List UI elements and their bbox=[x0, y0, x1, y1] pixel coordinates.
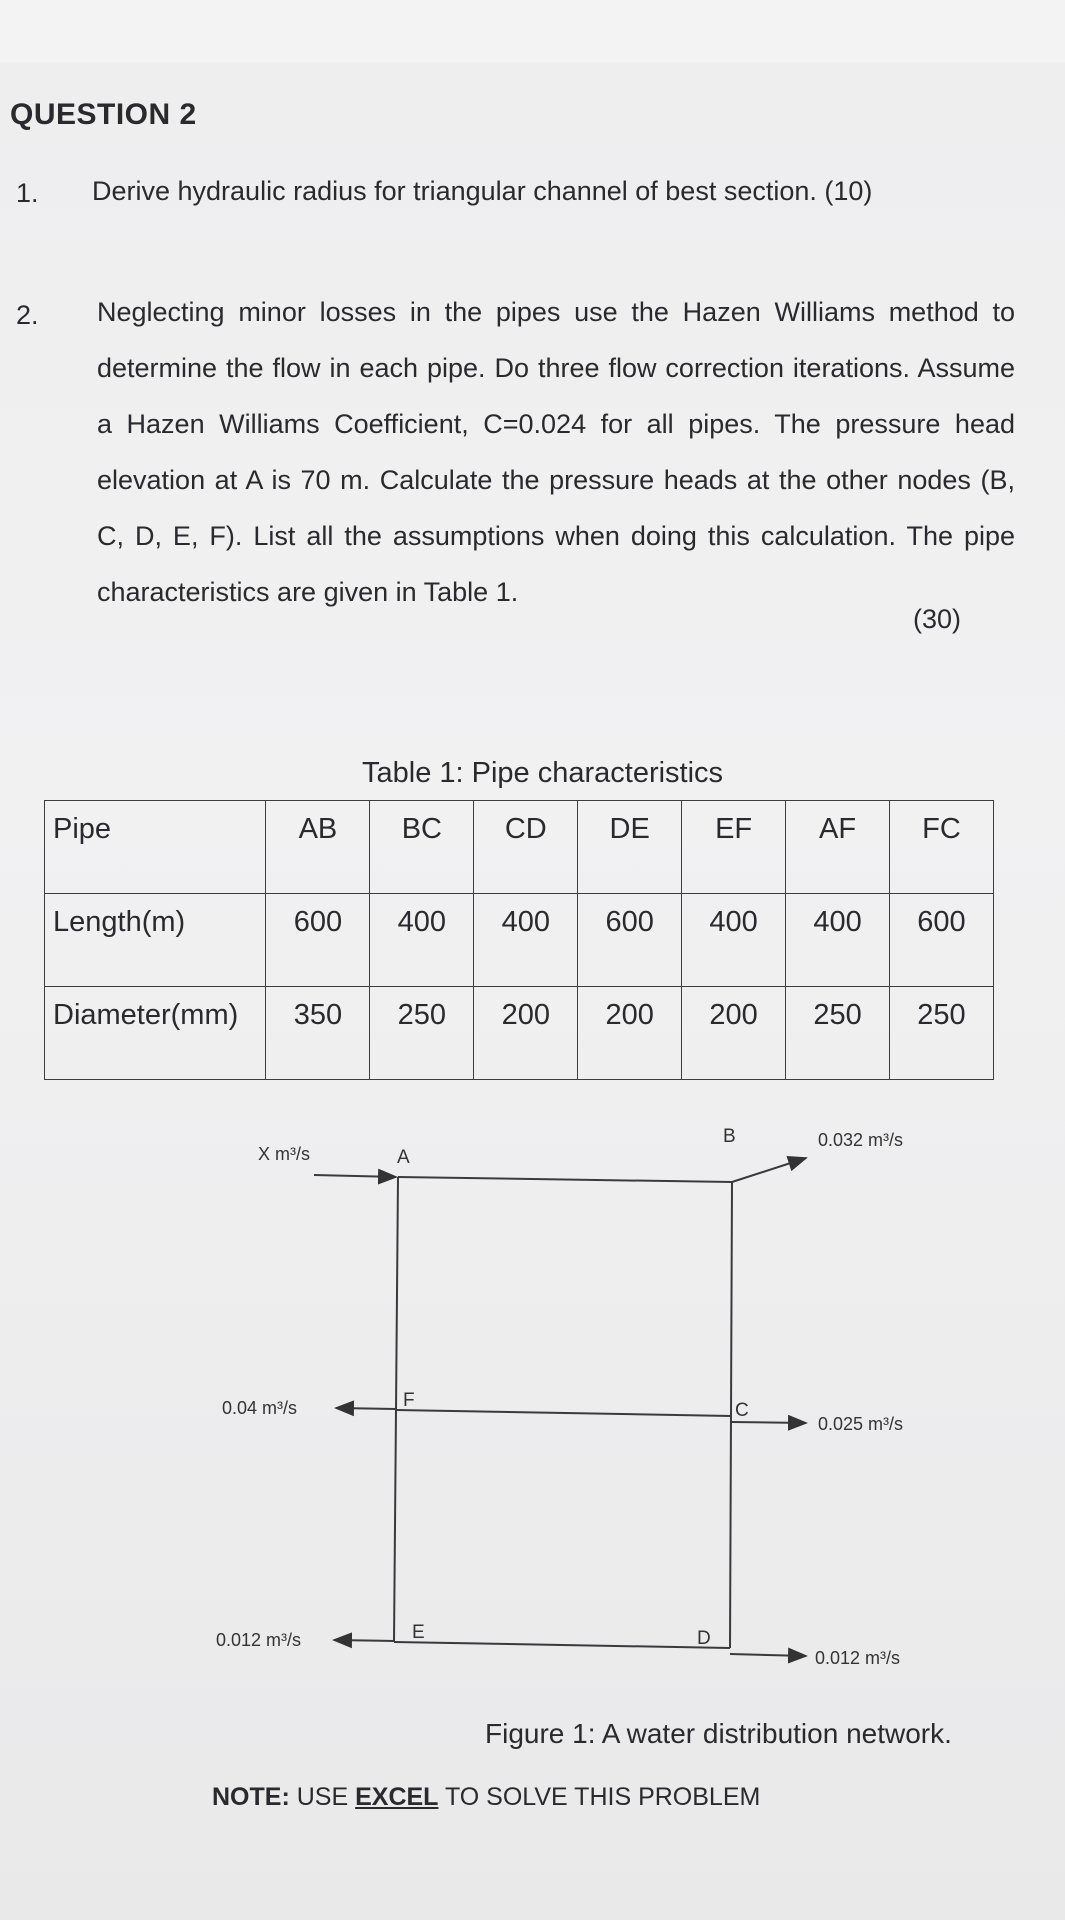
outflow-arrow-E bbox=[334, 1640, 394, 1641]
table-header-label: Pipe bbox=[45, 801, 266, 894]
flow-label-outflow-E: 0.012 m³/s bbox=[216, 1630, 302, 1650]
table-cell: CD bbox=[474, 801, 578, 894]
table-cell: 250 bbox=[890, 987, 994, 1080]
table-cell: 600 bbox=[578, 894, 682, 987]
figure-caption: Figure 1: A water distribution network. bbox=[485, 1718, 952, 1749]
pipe-AB bbox=[398, 1177, 732, 1182]
note-prefix: NOTE: bbox=[212, 1783, 290, 1811]
table-cell: BC bbox=[370, 801, 474, 894]
paper-top-margin bbox=[0, 0, 1065, 62]
table-cell: 250 bbox=[786, 987, 890, 1080]
question-title: QUESTION 2 bbox=[10, 98, 197, 131]
flow-label-outflow-F: 0.04 m³/s bbox=[222, 1398, 298, 1418]
question-1-text: Derive hydraulic radius for triangular channel of best section. (10) bbox=[92, 176, 873, 206]
outflow-arrow-F bbox=[336, 1408, 396, 1409]
node-label-D: D bbox=[697, 1628, 711, 1649]
outflow-arrow-B bbox=[732, 1158, 806, 1182]
node-label-A: A bbox=[397, 1147, 410, 1168]
pipe-ED bbox=[394, 1642, 730, 1648]
outflow-arrow-C bbox=[731, 1422, 806, 1423]
note-post: TO SOLVE THIS PROBLEM bbox=[444, 1783, 761, 1811]
question-2-text: Neglecting minor losses in the pipes use the Hazen Williams method to determine the flow in each pipe. Do three flow correction iterations. Assume a Hazen Williams Coefficient, C=0.024 for all pipes. The pressure head elevation at A is 70 m. Calculate the pressure heads at the other nodes (B, C, D, E, F). List all the assumptions when doing this calculation. The pipe characteristics are given in Table 1. bbox=[97, 297, 1015, 607]
table-cell: 600 bbox=[266, 894, 370, 987]
flow-label-outflow-B: 0.032 m³/s bbox=[818, 1130, 904, 1150]
table-cell: AB bbox=[266, 801, 370, 894]
pipe-FC bbox=[396, 1410, 731, 1416]
question-2-marks: (30) bbox=[913, 604, 962, 634]
flow-label-outflow-D: 0.012 m³/s bbox=[815, 1648, 901, 1668]
note-pre: USE bbox=[296, 1783, 349, 1811]
table-length-label: Length(m) bbox=[45, 894, 266, 987]
table-title: Table 1: Pipe characteristics bbox=[362, 757, 724, 789]
flow-label-outflow-C: 0.025 m³/s bbox=[818, 1414, 904, 1434]
table-cell: 200 bbox=[682, 987, 786, 1080]
table-cell: 200 bbox=[578, 987, 682, 1080]
node-label-B: B bbox=[723, 1126, 736, 1147]
outflow-arrow-D bbox=[730, 1654, 806, 1656]
table-cell: 200 bbox=[474, 987, 578, 1080]
water-network-diagram bbox=[0, 1100, 1065, 1700]
table-cell: 400 bbox=[786, 894, 890, 987]
table-cell: 400 bbox=[474, 894, 578, 987]
table-cell: 400 bbox=[370, 894, 474, 987]
table-cell: 400 bbox=[682, 894, 786, 987]
table-diameter-row bbox=[45, 987, 994, 1080]
node-label-E: E bbox=[412, 1622, 425, 1643]
table-length-row bbox=[45, 894, 994, 987]
pipe-characteristics-table bbox=[44, 800, 994, 1080]
question-2-number: 2. bbox=[16, 300, 39, 330]
table-cell: 350 bbox=[266, 987, 370, 1080]
table-header-row bbox=[45, 801, 994, 894]
question-1-number: 1. bbox=[16, 178, 39, 208]
flow-label-inflow-A: X m³/s bbox=[258, 1144, 310, 1164]
node-label-C: C bbox=[735, 1400, 749, 1421]
table-cell: 600 bbox=[890, 894, 994, 987]
table-cell: 250 bbox=[370, 987, 474, 1080]
table-cell: DE bbox=[578, 801, 682, 894]
inflow-arrow-A bbox=[314, 1175, 396, 1177]
table-cell: AF bbox=[786, 801, 890, 894]
table-diameter-label: Diameter(mm) bbox=[45, 987, 266, 1080]
table-cell: FC bbox=[890, 801, 994, 894]
node-label-F: F bbox=[403, 1390, 415, 1411]
table-cell: EF bbox=[682, 801, 786, 894]
note-emphasis-excel: EXCEL bbox=[355, 1783, 439, 1811]
note-line bbox=[212, 1783, 760, 1812]
